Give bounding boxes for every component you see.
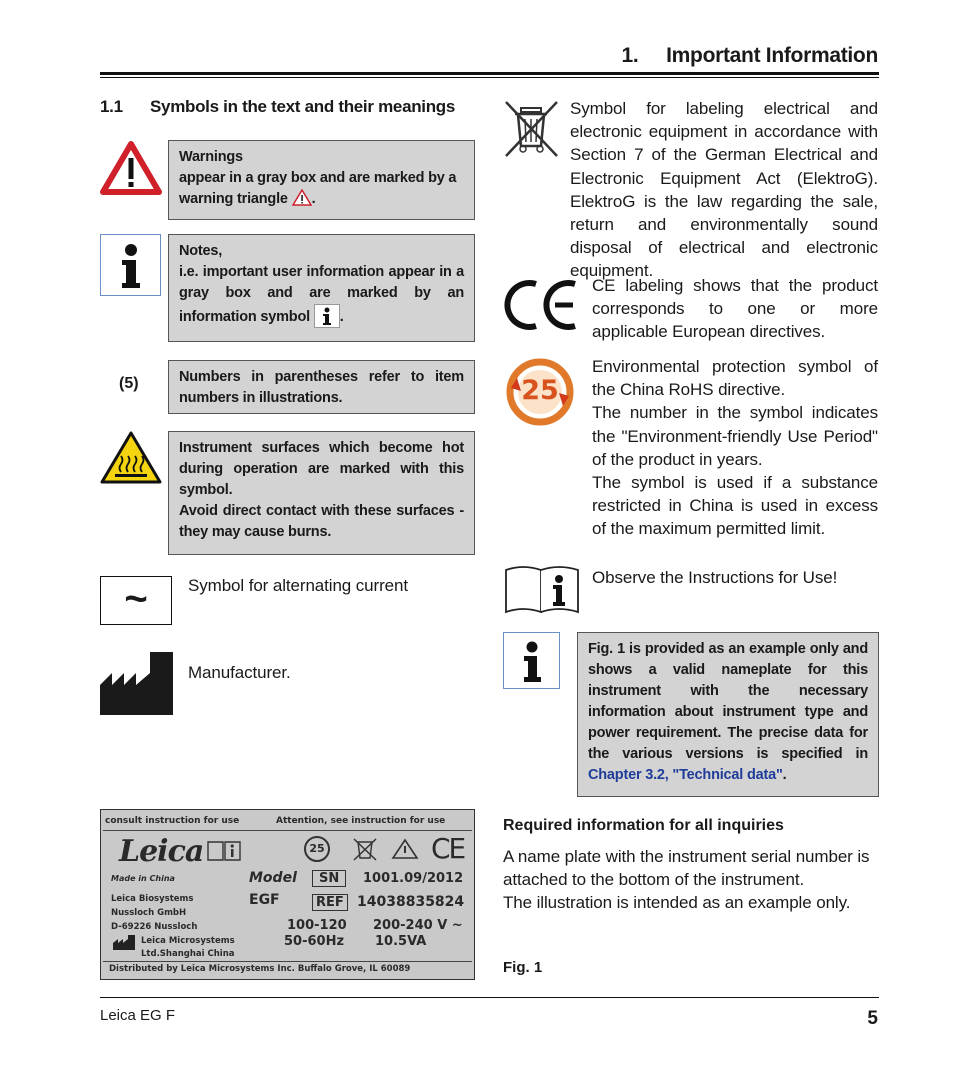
plate-distributed: Distributed by Leica Microsystems Inc. Buffalo Grove, IL 60089 [109, 964, 411, 974]
plate-made-in: Made in China [111, 874, 175, 883]
footer-rule [100, 997, 879, 998]
footer-product-name: Leica EG F [100, 1007, 176, 1024]
plate-ref-label: REF [312, 894, 348, 911]
plate-voltage-a: 100-120 [287, 918, 347, 933]
chapter-title: 1. Important Information [621, 44, 878, 67]
information-icon [100, 234, 161, 296]
plate-book-icon [206, 838, 242, 862]
ce-mark-icon [503, 278, 579, 332]
header-rule [100, 72, 879, 75]
plate-voltage-b: 200-240 V ~ [373, 918, 463, 933]
plate-ref-value: 14038835824 [357, 894, 465, 910]
plate-address-3: D-69226 Nussloch [111, 922, 198, 932]
instructions-for-use-icon [503, 562, 581, 614]
hot-surface-box [168, 431, 475, 555]
section-number: 1.1 [100, 97, 123, 116]
hot-surface-text: Instrument surfaces which become hot during operation are marked with this symbol. [179, 440, 464, 498]
hot-surface-icon [100, 430, 162, 485]
plate-rohs-icon: 25 [304, 836, 330, 862]
figure-label: Fig. 1 [503, 959, 543, 976]
manufacturer-text: Manufacturer. [188, 663, 291, 682]
plate-address-2: Nussloch GmbH [111, 908, 187, 918]
plate-factory-icon [113, 934, 139, 950]
plate-ce-mark: CE [431, 832, 465, 865]
alternating-current-icon: ~ [100, 576, 172, 625]
plate-manufacturer-1: Leica Microsystems [141, 936, 235, 946]
alternating-current-text: Symbol for alternating current [188, 576, 408, 595]
plate-model-value: EGF [249, 892, 280, 908]
crossed-out-bin-icon [503, 100, 560, 158]
hot-surface-warning: Avoid direct contact with these surfaces - they may cause burns. [179, 503, 464, 540]
warning-note-box [168, 140, 475, 220]
plate-brand-logo: Leica [119, 834, 204, 869]
section-heading: Symbols in the text and their meanings [150, 97, 456, 116]
plate-frequency: 50-60Hz [284, 934, 345, 949]
plate-sn-label: SN [312, 870, 346, 887]
warning-triangle-icon [100, 140, 162, 196]
nameplate-image [100, 809, 475, 980]
plate-manufacturer-2: Ltd.Shanghai China [141, 949, 235, 959]
page-number: 5 [867, 1008, 878, 1029]
section-title [100, 97, 455, 117]
technical-data-link[interactable]: Chapter 3.2, "Technical data" [588, 767, 783, 783]
manufacturer-icon [100, 650, 174, 715]
required-info-heading: Required information for all inquiries [503, 817, 784, 834]
figure-note-box [577, 632, 879, 797]
information-icon-right [503, 632, 560, 689]
header-rule-thin [100, 77, 879, 78]
numbers-box [168, 360, 475, 414]
notes-body: i.e. important user information appear in a gray box and are marked by an information symbol . [179, 262, 464, 328]
plate-warning-icon [391, 838, 419, 860]
plate-consult-label: consult instruction for use [105, 816, 240, 826]
rohs-text-3: The symbol is used if a substance restricted in China is used in excess of the maximum permitted limit. [592, 473, 878, 539]
rohs-text-1: Environmental protection symbol of the China RoHS directive. [592, 357, 878, 400]
item-number-example: (5) [119, 375, 139, 392]
rohs-number: 25 [521, 375, 559, 406]
plate-address-1: Leica Biosystems [111, 894, 194, 904]
plate-sn-value: 1001.09/2012 [363, 871, 464, 886]
small-information-icon [314, 304, 340, 328]
plate-bin-icon [351, 836, 379, 862]
required-info-text-1: A name plate with the instrument serial number is attached to the bottom of the instrument. [503, 847, 870, 890]
small-warning-triangle-icon [292, 189, 312, 206]
weee-text: Symbol for labeling electrical and electronic equipment in accordance with Section 7 of the German Electrical and Electronic Equipment Act (ElektroG). ElektroG is the law regarding the sale, return and environmentally sound disposal of electrical and electronic equipment. [570, 99, 878, 281]
notes-title: Notes, [179, 243, 223, 259]
required-info-text [503, 845, 879, 915]
ce-text: CE labeling shows that the product corresponds to one or more applicable European directives. [592, 276, 878, 342]
numbers-body: Numbers in parentheses refer to item numbers in illustrations. [179, 369, 464, 406]
required-info-text-2: The illustration is intended as an example only. [503, 893, 851, 913]
china-rohs-icon [503, 358, 577, 426]
warning-title: Warnings [179, 149, 243, 165]
plate-attention-label: Attention, see instruction for use [276, 816, 446, 826]
ifu-text: Observe the Instructions for Use! [592, 568, 838, 587]
rohs-text [592, 355, 878, 541]
figure-note-text: Fig. 1 is provided as an example only and shows a valid nameplate for this instrument with the necessary information about instrument type and power requirement. The precise data for the various versions is specified in Chapter 3.2, "Technical data". [588, 641, 868, 783]
plate-model-label: Model [249, 870, 297, 886]
warning-body: appear in a gray box and are marked by a warning triangle . [179, 170, 457, 207]
plate-current: 10.5VA [375, 934, 427, 949]
notes-box [168, 234, 475, 342]
rohs-text-2: The number in the symbol indicates the "Environment-friendly Use Period" of the product in years. [592, 403, 878, 469]
